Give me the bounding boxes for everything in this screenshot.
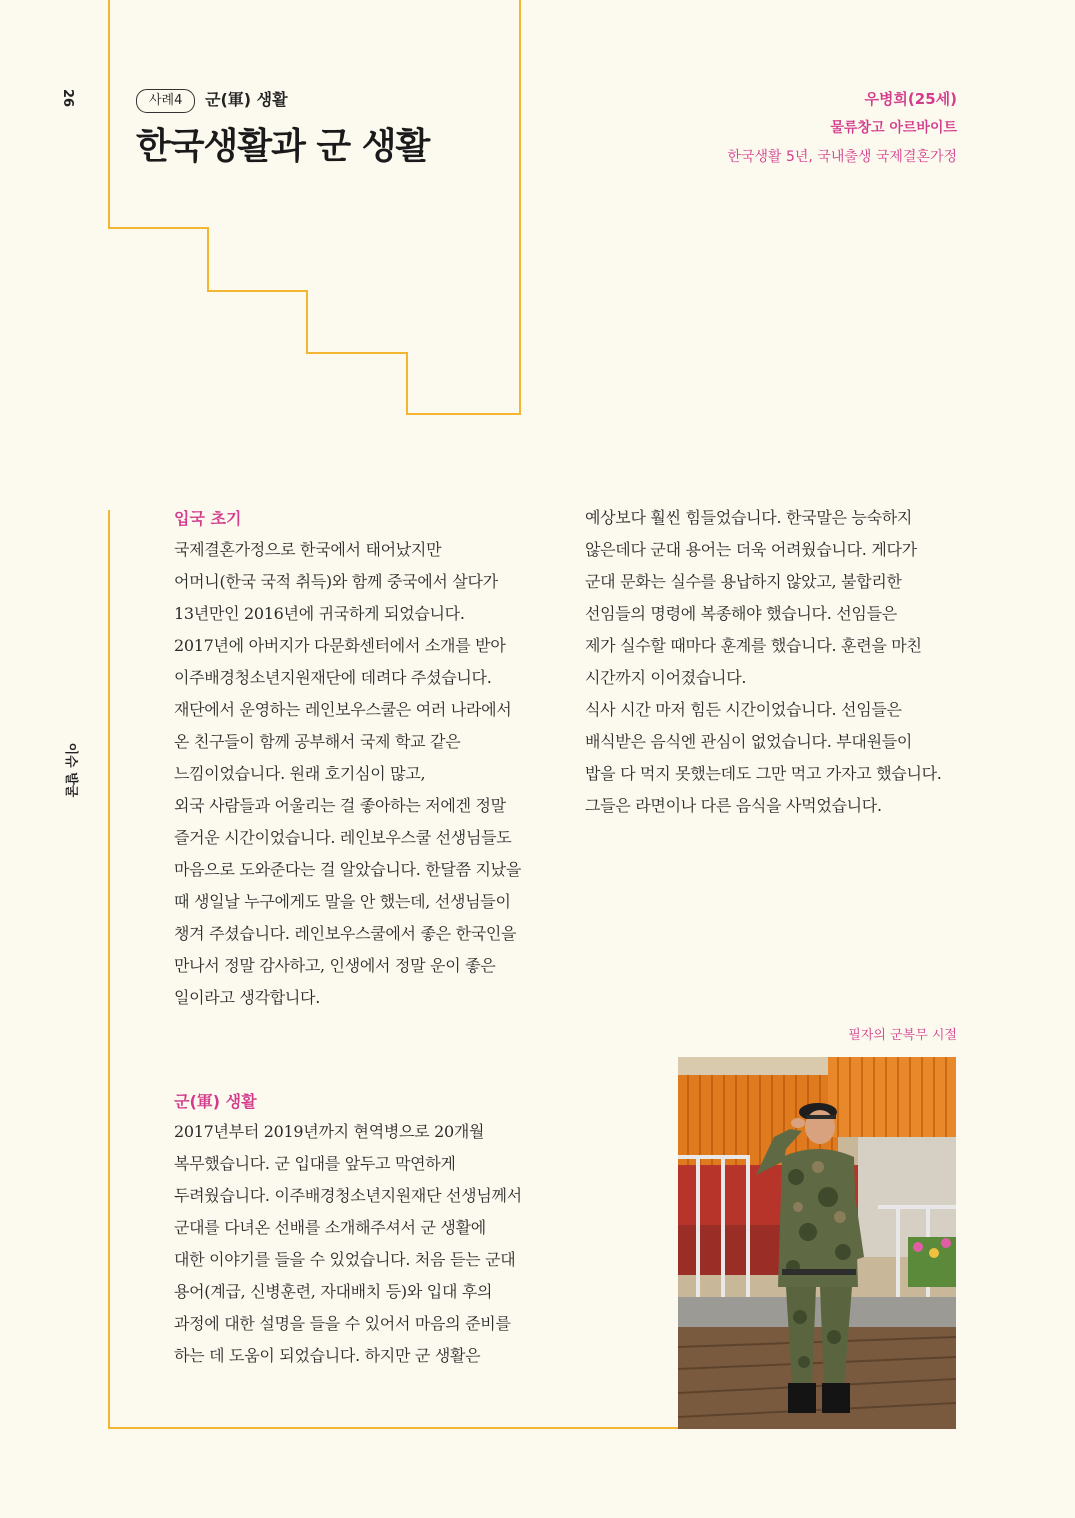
text-line: 식사 시간 마저 힘든 시간이었습니다. 선임들은 <box>585 700 902 719</box>
staircase-step-3h <box>306 352 407 354</box>
staircase-step-3v <box>406 352 408 414</box>
text-line: 마음으로 도와준다는 걸 알았습니다. 한달쯤 지났을 <box>174 860 521 879</box>
profile-info: 한국생활 5년, 국내출생 국제결혼가정 <box>727 149 957 165</box>
staircase-right-vertical <box>519 0 521 415</box>
page-title: 한국생활과 군 생활 <box>136 126 430 167</box>
text-line: 만나서 정말 감사하고, 인생에서 정말 운이 좋은 <box>174 956 496 975</box>
text-line: 외국 사람들과 어울리는 걸 좋아하는 저에겐 정말 <box>174 796 506 815</box>
top-staircase-vertical <box>108 0 110 228</box>
text-line: 시간까지 이어졌습니다. <box>585 668 747 687</box>
text-line: 선임들의 명령에 복종해야 했습니다. 선임들은 <box>585 604 897 623</box>
text-line: 밥을 다 먹지 못했는데도 그만 먹고 가자고 했습니다. <box>585 764 942 783</box>
column-two-body <box>585 502 942 822</box>
content-bottom-border <box>108 1427 680 1429</box>
text-line: 군대를 다녀온 선배를 소개해주셔서 군 생활에 <box>174 1218 486 1237</box>
text-line: 과정에 대한 설명을 들을 수 있어서 마음의 준비를 <box>174 1314 511 1333</box>
text-line: 복무했습니다. 군 입대를 앞두고 막연하게 <box>174 1154 456 1173</box>
text-line: 용어(계급, 신병훈련, 자대배치 등)와 입대 후의 <box>174 1282 493 1301</box>
soldier-photo <box>678 1057 956 1429</box>
text-line: 챙겨 주셨습니다. 레인보우스쿨에서 좋은 한국인을 <box>174 924 517 943</box>
profile-name: 우병희(25세) <box>864 90 957 108</box>
text-line: 온 친구들이 함께 공부해서 국제 학교 같은 <box>174 732 461 751</box>
section-heading-arrival: 입국 초기 <box>174 509 242 528</box>
text-line: 않은데다 군대 용어는 더욱 어려웠습니다. 게다가 <box>585 540 917 559</box>
profile-job: 물류창고 아르바이트 <box>830 120 957 136</box>
text-line: 13년만인 2016년에 귀국하게 되었습니다. <box>174 604 465 623</box>
section-body-arrival <box>174 534 521 1014</box>
text-line: 대한 이야기를 들을 수 있었습니다. 처음 듣는 군대 <box>174 1250 516 1269</box>
text-line: 일이라고 생각합니다. <box>174 988 320 1007</box>
section-heading-military: 군(軍) 생활 <box>174 1092 257 1111</box>
text-line: 예상보다 훨씬 힘들었습니다. 한국말은 능숙하지 <box>585 508 913 527</box>
staircase-step-1h <box>108 227 208 229</box>
staircase-step-2h <box>207 290 307 292</box>
text-line: 하는 데 도움이 되었습니다. 하지만 군 생활은 <box>174 1346 481 1365</box>
text-line: 그들은 라면이나 다른 음식을 사먹었습니다. <box>585 796 882 815</box>
text-line: 느낌이었습니다. 원래 호기심이 많고, <box>174 764 426 783</box>
text-line: 즐거운 시간이었습니다. 레인보우스쿨 선생님들도 <box>174 828 512 847</box>
case-topic: 군(軍) 생활 <box>205 90 288 109</box>
text-line: 제가 실수할 때마다 훈계를 했습니다. 훈련을 마친 <box>585 636 922 655</box>
text-line: 재단에서 운영하는 레인보우스쿨은 여러 나라에서 <box>174 700 512 719</box>
case-badge: 사례4 <box>136 89 195 113</box>
page-number: 26 <box>60 88 75 108</box>
section-body-military <box>174 1116 522 1372</box>
text-line: 두려웠습니다. 이주배경청소년지원재단 선생님께서 <box>174 1186 522 1205</box>
staircase-step-1v <box>207 227 209 291</box>
text-line: 국제결혼가정으로 한국에서 태어났지만 <box>174 540 442 559</box>
text-line: 어머니(한국 국적 취득)와 함께 중국에서 살다가 <box>174 572 498 591</box>
photo-caption: 필자의 군복무 시절 <box>848 1028 957 1043</box>
text-line: 이주배경청소년지원재단에 데려다 주셨습니다. <box>174 668 492 687</box>
text-line: 군대 문화는 실수를 용납하지 않았고, 불합리한 <box>585 572 902 591</box>
staircase-bottom <box>406 413 521 415</box>
section-side-label: 이슈 발굴 <box>63 742 78 798</box>
content-left-border <box>108 510 110 1429</box>
text-line: 2017년에 아버지가 다문화센터에서 소개를 받아 <box>174 636 506 655</box>
text-line: 배식받은 음식엔 관심이 없었습니다. 부대원들이 <box>585 732 913 751</box>
text-line: 2017년부터 2019년까지 현역병으로 20개월 <box>174 1122 485 1141</box>
staircase-step-2v <box>306 290 308 353</box>
text-line: 때 생일날 누구에게도 말을 안 했는데, 선생님들이 <box>174 892 511 911</box>
